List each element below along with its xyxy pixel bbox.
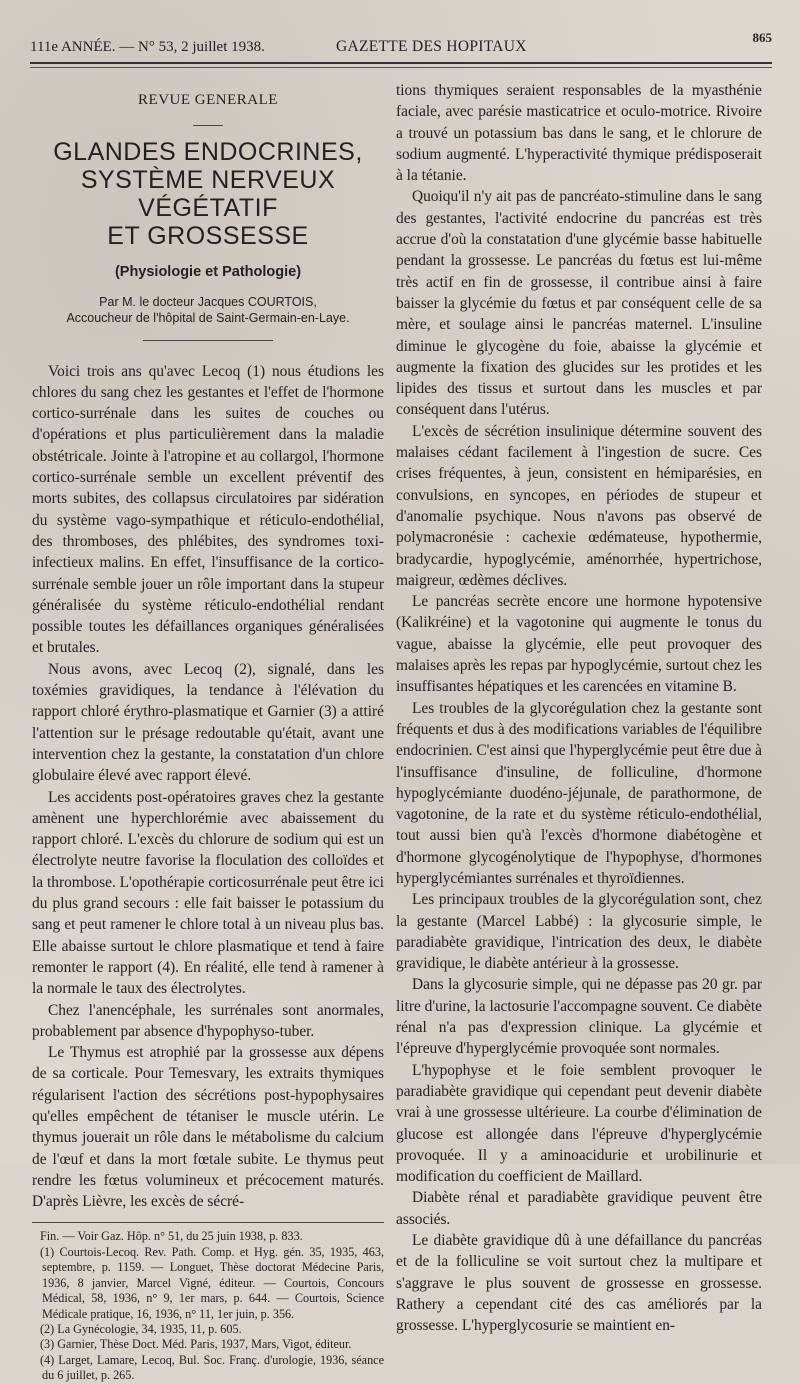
footnotes	[32, 1222, 384, 1383]
left-body	[32, 361, 384, 1213]
footnote: Fin. — Voir Gaz. Hôp. n° 51, du 25 juin 1938, p. 833.	[40, 1229, 303, 1244]
paragraph: Le diabète gravidique dû à une défaillance du pancréas et de la folliculine se voit surtout chez la multipare et s'aggrave le plus souvent de grossesse en grossesse. Rathery a cependant cité des cas améliorés par la grossesse. L'hyperglycosurie se maintient en-	[396, 1232, 762, 1335]
title-rule	[143, 340, 273, 341]
footnote: (3) Garnier, Thèse Doct. Méd. Paris, 1937, Mars, Vigot, éditeur.	[40, 1337, 352, 1352]
title-line-2: SYSTÈME NERVEUX VÉGÉTATIF	[80, 166, 336, 223]
paragraph: Le Thymus est atrophié par la grossesse aux dépens de sa corticale. Pour Temesvary, les extraits thymiques régularisent l'action des sécrétions post-hypophysaires qu'elles empêchent de tétaniser le muscle utérin. Le thymus jouerait un rôle dans le métabolisme du calcium de l'œuf et dans la mort fœtale subite. Le thymus peut rendre les fœtus volumineux et précocement maturés. D'après Lièvre, les excès de sécré-	[32, 1044, 384, 1211]
author-affiliation: Accoucheur de l'hôpital de Saint-Germain-en-Laye.	[66, 310, 350, 325]
footnote: (1) Courtois-Lecoq. Rev. Path. Comp. et Hyg. gén. 35, 1935, 463, septembre, p. 1159. — Longuet, Thèse doctorat Médecine Paris, 1936, 8 janvier, Marcel Vigné, éditeur. — Courtois, Concours Médical, 58, 1936, n° 9, 1er mars, p. 644. — Courtois, Science Médicale pratique, 16, 1936, n° 11, 1er juin, p. 356.	[40, 1244, 384, 1321]
paragraph: Les principaux troubles de la glycorégulation sont, chez la gestante (Marcel Labbé) : la glycosurie simple, le paradiabète gravidique, l'intrication des deux, le diabète gravidique, le diabète antérieur à la grossesse.	[396, 891, 762, 973]
paragraph: Dans la glycosurie simple, qui ne dépasse pas 20 gr. par litre d'urine, la lactosurie l'accompagne souvent. Ce diabète rénal n'a pas d'expression clinique. La glycémie et l'épreuve d'hyperglycémie provoquée sont normales.	[396, 976, 762, 1058]
paragraph: tions thymiques seraient responsables de la myasthénie faciale, avec parésie masticatrice et oculo-motrice. Rivoire a trouvé un potassium bas dans le sang, et le chlorure de sodium augmenté. L'hyperactivité thymique prédisposerait à la tétanie.	[396, 82, 762, 185]
author-line: Par M. le docteur Jacques COURTOIS,	[99, 294, 317, 309]
running-header	[30, 30, 772, 66]
issue-line: 111e ANNÉE. — N° 53, 2 juillet 1938.	[30, 39, 265, 55]
page-number: 865	[752, 30, 772, 45]
left-column	[32, 80, 384, 1384]
title-line-1: GLANDES ENDOCRINES,	[53, 138, 363, 167]
paragraph: Les troubles de la glycorégulation chez la gestante sont fréquents et dus à des modifications variables de l'équilibre endocrinien. C'est ainsi que l'hyperglycémie peut être due à l'insuffisance d'insuline, de folliculine, d'hormone hypoglycémiante duodéno-jéjunale, de parathormone, de vagotonine, de la rate et du système réticulo-endothélial, tout aussi bien qu'à l'excès d'hormone diabétogène et d'hormone glycogénolytique de l'hypophyse, d'hormones hyperglycémiantes surrénales et thyroïdiennes.	[396, 699, 762, 887]
author-block	[32, 294, 384, 326]
rubric-rule	[193, 125, 223, 126]
paragraph: Voici trois ans qu'avec Lecoq (1) nous étudions les chlores du sang chez les gestantes et l'effet de l'hormone cortico-surrénale dans les suites de couches ou d'opérations et plus particulièrement dans la maladie obstétricale. Jointe à l'atropine et au collargol, l'hormone cortico-surrénale semble un excellent préventif des morts subites, des collapsus circulatoires par sidération du système vago-sympathique et réticulo-endothélial, des thromboses, des phlébites, des syndromes toxi-infectieux malins. En effet, l'insuffisance de la cortico-surrénale semble jouer un rôle important dans la stupeur généralisée du système réticulo-endothélial rendant possible toutes les défaillances organiques généralisées et brutales.	[32, 362, 384, 657]
section-rubric: REVUE GENERALE	[138, 92, 278, 108]
journal-name: GAZETTE DES HOPITAUX	[336, 38, 527, 55]
footnote: (4) Larget, Lamare, Lecoq, Bul. Soc. Franç. d'urologie, 1936, séance du 6 juillet, p. 265.	[40, 1352, 384, 1383]
header-rule-thin	[30, 67, 772, 68]
header-rule	[30, 62, 772, 64]
footnote: (2) La Gynécologie, 34, 1935, 11, p. 605.	[40, 1321, 242, 1336]
paragraph: Chez l'anencéphale, les surrénales sont anormales, probablement par absence d'hypophyso-tuber.	[32, 1001, 384, 1040]
article-subtitle: (Physiologie et Pathologie)	[114, 264, 302, 281]
paragraph: Quoiqu'il n'y ait pas de pancréato-stimuline dans le sang des gestantes, l'activité endocrine du pancréas est très accrue d'où la constatation d'une glycémie basse habituelle pendant la grossesse. Le pancréas du fœtus est lui-même très actif en fin de grossesse, il contribue ainsi à faire baisser la glycémie du fœtus et par conséquent celle de sa mère, et soulage ainsi le pancréas maternel. L'insuline diminue le glycogène du foie, abaisse la glycémie et augmente la fixation des glucides sur les protides et les lipides des tissus et surtout dans les muscles et par conséquent dans l'utérus.	[396, 188, 762, 419]
paragraph: Le pancréas secrète encore une hormone hypotensive (Kalikréine) et la vagotonine qui augmente le tonus du vague, abaisse la glycémie, elle peut provoquer des malaises après les repas par hypoglycémie, surtout chez les insuffisantes hépatiques et les carencées en vitamine B.	[396, 593, 762, 696]
paragraph: Nous avons, avec Lecoq (2), signalé, dans les toxémies gravidiques, la tendance à l'élévation du rapport chloré érythro-plasmatique et Garnier (3) a attiré l'attention sur le présage redoutable qu'était, avant une intervention chez la gestante, la constatation d'un chlore globulaire élevé avec rapport élevé.	[32, 660, 384, 785]
right-column	[396, 80, 762, 1337]
title-line-3: ET GROSSESSE	[107, 222, 309, 251]
paragraph: L'excès de sécrétion insulinique détermine souvent des malaises cédant facilement à l'ingestion de sucre. Ces crises fréquentes, à jeun, consistent en hémiparésies, en convulsions, en syncopes, en périodes de stupeur et d'anomalie psychique. Nous n'avons pas observé de polymacronésie : cachexie œdémateuse, hypothermie, bradycardie, hypoglycémie, aménorrhée, hypertrichose, maigreur, œdèmes déclives.	[396, 422, 762, 589]
paragraph: Diabète rénal et paradiabète gravidique peuvent être associés.	[396, 1189, 762, 1228]
paragraph: L'hypophyse et le foie semblent provoquer le paradiabète gravidique qui cependant peut devenir diabète vrai à une grossesse ultérieure. La courbe d'élimination de glucose est allongée dans l'épreuve d'hyperglycémie provoquée. Il y a aminoacidurie et urobilinurie et modification du coefficient de Maillard.	[396, 1061, 762, 1186]
footnote-rule	[32, 1222, 384, 1223]
paragraph: Les accidents post-opératoires graves chez la gestante amènent une hyperchlorémie avec abaissement du rapport chloré. L'excès du chlorure de sodium qui est un électrolyte neutre favorise la floculation des colloïdes et la thrombose. L'opothérapie corticosurrénale peut être ici du plus grand secours : elle fait baisser le potassium du sang et peut ramener le chlore total à un niveau plus bas. Elle abaisse surtout le chlore plasmatique et tend à faire remonter le rapport (4). En réalité, elle tend à ramener à la normale le taux des électrolytes.	[32, 788, 384, 998]
article-title	[32, 138, 384, 250]
